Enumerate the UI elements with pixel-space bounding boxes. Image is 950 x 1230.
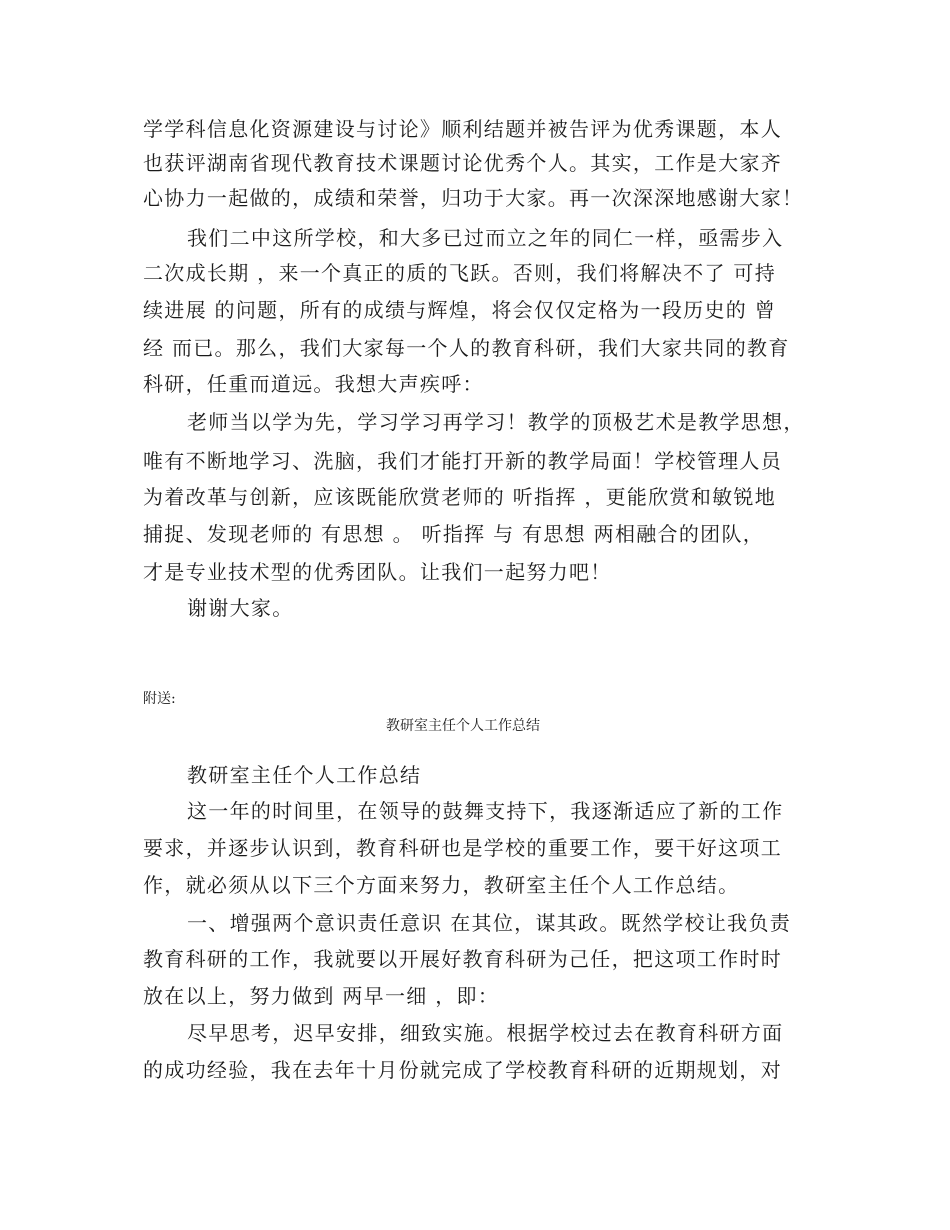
paragraph-line: 科研，任重而道远。我想大声疾呼： [143, 372, 484, 396]
paragraph-line: 这一年的时间里，在领导的鼓舞支持下，我逐渐适应了新的工作 [187, 799, 784, 823]
paragraph-line: 教育科研的工作，我就要以开展好教育科研为己任，把这项工作时时 [143, 947, 782, 971]
paragraph-line: 为着改革与创新，应该既能欣赏老师的 听指挥 ，更能欣赏和敏锐地 [143, 485, 777, 509]
paragraph-line: 教研室主任个人工作总结 [187, 763, 422, 787]
paragraph-line: 要求，并逐步认识到，教育科研也是学校的重要工作，要干好这项工 [143, 836, 782, 860]
paragraph-line: 谢谢大家。 [187, 596, 294, 620]
paragraph-line: 的成功经验，我在去年十月份就完成了学校教育科研的近期规划，对 [143, 1058, 782, 1082]
paragraph-line: 一、增强两个意识责任意识 在其位，谋其政。既然学校让我负责 [187, 911, 792, 935]
paragraph-line: 老师当以学为先，学习学习再学习！教学的顶极艺术是教学思想， [187, 410, 805, 434]
paragraph-line: 我们二中这所学校，和大多已过而立之年的同仁一样，亟需步入 [187, 226, 784, 250]
paragraph-line: 尽早思考，迟早安排，细致实施。根据学校过去在教育科研方面 [187, 1021, 784, 1045]
paragraph-line: 捕捉、发现老师的 有思想 。 听指挥 与 有思想 两相融合的团队， [143, 522, 765, 546]
paragraph-line: 放在以上，努力做到 两早一细 ，即： [143, 984, 500, 1008]
paragraph-line: 才是专业技术型的优秀团队。让我们一起努力吧！ [143, 560, 612, 584]
paragraph-line: 二次成长期 ，来一个真正的质的飞跃。否则，我们将解决不了 可持 [143, 261, 777, 285]
paragraph-line: 唯有不断地学习、洗脑，我们才能打开新的教学局面！学校管理人员 [143, 449, 782, 473]
paragraph-line: 经 而已。那么，我们大家每一个人的教育科研，我们大家共同的教育 [143, 336, 790, 360]
paragraph-line: 续进展 的问题，所有的成绩与辉煌，将会仅仅定格为一段历史的 曾 [143, 298, 777, 322]
appendix-label: 附送: [143, 691, 176, 707]
paragraph-line: 心协力一起做的，成绩和荣誉，归功于大家。再一次深深地感谢大家！ [143, 186, 804, 210]
paragraph-line: 也获评湖南省现代教育技术课题讨论优秀个人。其实，工作是大家齐 [143, 151, 782, 175]
paragraph-line: 作，就必须从以下三个方面来努力，教研室主任个人工作总结。 [143, 873, 740, 897]
paragraph-line: 学学科信息化资源建设与讨论》顺利结题并被告评为优秀课题，本人 [143, 117, 782, 141]
appendix-title: 教研室主任个人工作总结 [386, 718, 540, 734]
